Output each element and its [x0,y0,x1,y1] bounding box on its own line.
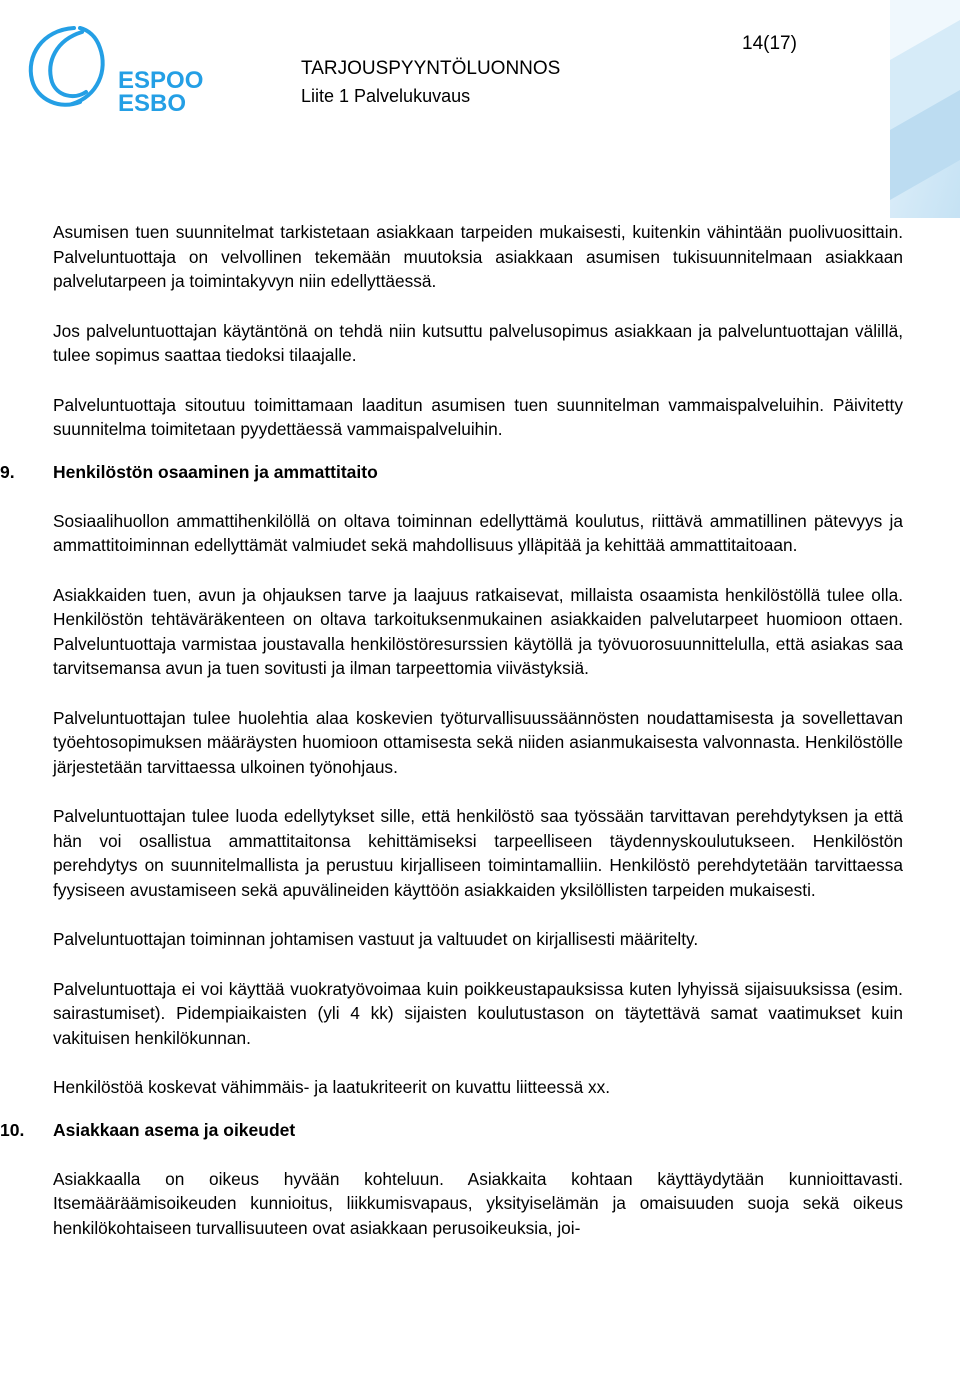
paragraph: Sosiaalihuollon ammattihenkilöllä on oltava toiminnan edellyttämä koulutus, riittävä ammatillinen pätevyys ja ammattitoiminnan edellyttämät valmiudet sekä mahdollisuus ylläpitää ja kehittää ammattitaitoaan. [53,510,903,555]
section-heading-9 [0,460,903,484]
section-heading-10 [0,1118,903,1142]
document-subtitle: Liite 1 Palvelukuvaus [301,86,471,106]
espoo-logo-icon [22,18,212,118]
document-title: TARJOUSPYYNTÖLUONNOS [301,58,561,79]
section-title: Asiakkaan asema ja oikeudet [53,1119,296,1140]
espoo-logo [22,18,212,118]
logo-text-esbo: ESBO [118,90,187,117]
paragraph: Palveluntuottajan tulee huolehtia alaa koskevien työturvallisuussäännösten noudattamisesta ja sovellettavan työehtosopimuksen määräysten huomioon ottamisesta sekä niiden asianmukaisesta valvonnasta. Henkilöstölle järjestetään tarvittaessa ulkoinen työnohjaus. [53,707,903,777]
section-number: 10. [0,1119,25,1140]
paragraph: Asiakkaalla on oikeus hyvään kohteluun. Asiakkaita kohtaan käyttäydytään kunnioittavasti. Itsemääräämisoikeuden kunnioitus, liikkumisvapaus, yksityiselämän ja omaisuuden suoja sekä oikeus henkilökohtaiseen turvallisuuteen ovat asiakkaan perusoikeuksia, joi- [53,1168,903,1238]
paragraph: Palveluntuottaja sitoutuu toimittamaan laaditun asumisen tuen suunnitelman vammaispalveluihin. Päivitetty suunnitelma toimitetaan pyydettäessä vammaispalveluihin. [53,394,903,439]
paragraph: Asiakkaiden tuen, avun ja ohjauksen tarve ja laajuus ratkaisevat, millaista osaamista henkilöstöllä tulee olla. Henkilöstön tehtäväräkenteen on oltava tarkoituksenmukainen asiakkaiden palvelutarpeet huomioon ottaen. Palveluntuottaja varmistaa joustavalla henkilöstöresurssien käytöllä ja työvuorosuunnittelulla, että asiakas saa tarvitsemansa avun ja tuen sovitusti ja ilman tarpeettomia viivästyksiä. [53,584,903,678]
paragraph: Palveluntuottajan tulee luoda edellytykset sille, että henkilöstö saa työssään tarvittavan perehdytyksen ja että hän voi osallistua ammattitaitonsa kehittämiseksi tarpeelliseen täydennyskoulutukseen. Henkilöstön perehdytys on suunnitelmallista ja perustuu kirjalliseen toimintamalliin. Henkilöstö perehdytetään tarvittaessa fyysiseen avustamiseen sekä apuvälineiden käyttöön asiakkaiden yksilöllisten tarpeiden mukaisesti. [53,806,903,900]
paragraph: Palveluntuottajan toiminnan johtamisen vastuut ja valtuudet on kirjallisesti määritelty. [53,929,699,949]
decorative-corner-graphic [890,0,960,218]
paragraph: Henkilöstöä koskevat vähimmäis- ja laatukriteerit on kuvattu liitteessä xx. [53,1077,611,1097]
paragraph: Jos palveluntuottajan käytäntönä on tehdä niin kutsuttu palvelusopimus asiakkaan ja palveluntuottajan välillä, tulee sopimus saattaa tiedoksi tilaajalle. [53,320,903,365]
paragraph: Asumisen tuen suunnitelmat tarkistetaan asiakkaan tarpeiden mukaisesti, kuitenkin vähintään puolivuosittain. Palveluntuottaja on velvollinen tekemään muutoksia asiakkaan asumisen tukisuunnitelmaan asiakkaan palvelutarpeen ja toimintakyvyn niin edellyttäessä. [53,222,903,291]
paragraph: Palveluntuottaja ei voi käyttää vuokratyövoimaa kuin poikkeustapauksissa kuten lyhyissä sijaisuuksissa (esim. sairastumiset). Pidempiaikaisten (yli 4 kk) sijaisten koulutustason on täytettävä samat vaatimukset kuin vakituisen henkilökunnan. [53,978,903,1048]
logo-text-espoo: ESPOO [118,67,204,94]
document-body [0,220,903,1240]
section-number: 9. [0,461,15,482]
section-title: Henkilöstön osaaminen ja ammattitaito [53,461,378,482]
page-number: 14(17) [742,33,797,54]
